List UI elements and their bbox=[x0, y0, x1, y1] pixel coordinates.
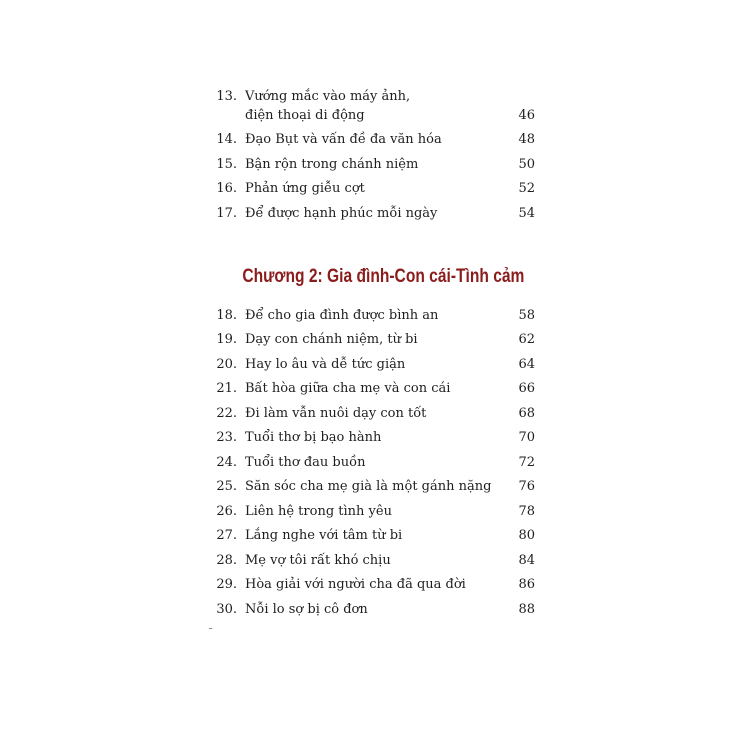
entry-number: 24. bbox=[216, 454, 237, 470]
entry-title: Liên hệ trong tình yêu bbox=[245, 503, 392, 519]
entry-title: Nỗi lo sợ bị cô đơn bbox=[245, 601, 368, 617]
entry-page: 58 bbox=[518, 307, 535, 323]
entry-number: 22. bbox=[216, 405, 237, 421]
toc-entry bbox=[200, 327, 540, 352]
toc-entry bbox=[200, 127, 540, 152]
toc-entry bbox=[200, 176, 540, 201]
entry-number: 30. bbox=[216, 601, 237, 617]
chapter-heading: Chương 2: Gia đình-Con cái-Tình cảm bbox=[242, 266, 525, 287]
entry-page: 84 bbox=[518, 552, 535, 568]
entry-number: 13. bbox=[216, 88, 237, 104]
entry-number: 28. bbox=[216, 552, 237, 568]
print-speck bbox=[209, 628, 212, 629]
entry-page: 80 bbox=[518, 528, 535, 543]
entry-title: Hay lo âu và dễ tức giận bbox=[245, 356, 406, 372]
toc-entry bbox=[200, 376, 540, 401]
toc-entry bbox=[200, 548, 540, 573]
entry-page: 54 bbox=[518, 205, 535, 221]
toc-entry bbox=[200, 201, 540, 226]
entry-number: 25. bbox=[216, 479, 237, 494]
entry-title: Tuổi thơ bị bạo hành bbox=[245, 430, 382, 445]
toc-section-2 bbox=[200, 303, 540, 622]
entry-page: 68 bbox=[518, 405, 535, 421]
toc-entry bbox=[200, 352, 540, 377]
entry-title: Hòa giải với người cha đã qua đời bbox=[245, 577, 466, 592]
entry-title: Bận rộn trong chánh niệm bbox=[245, 156, 419, 172]
toc-entry bbox=[200, 303, 540, 328]
entry-title: Dạy con chánh niệm, từ bi bbox=[245, 332, 418, 347]
entry-page: 78 bbox=[518, 503, 535, 519]
entry-number: 23. bbox=[216, 430, 237, 445]
entry-title: Bất hòa giữa cha mẹ và con cái bbox=[245, 381, 451, 396]
entry-number: 14. bbox=[216, 132, 237, 147]
entry-title-line-2: điện thoại di động bbox=[245, 107, 365, 123]
entry-page: 88 bbox=[518, 601, 535, 617]
entry-title: Mẹ vợ tôi rất khó chịu bbox=[245, 552, 391, 568]
entry-number: 17. bbox=[216, 205, 237, 221]
entry-number: 27. bbox=[216, 528, 237, 543]
toc-entry bbox=[200, 474, 540, 499]
entry-page: 70 bbox=[518, 430, 535, 445]
entry-page: 76 bbox=[518, 479, 535, 494]
toc-entry bbox=[200, 499, 540, 524]
entry-title: Để được hạnh phúc mỗi ngày bbox=[245, 205, 438, 221]
entry-title: Phản ứng giễu cợt bbox=[245, 181, 365, 196]
entry-page: 72 bbox=[518, 454, 535, 470]
entry-number: 15. bbox=[216, 156, 237, 172]
entry-number: 29. bbox=[216, 577, 237, 592]
toc-entry bbox=[200, 87, 540, 128]
entry-page: 64 bbox=[518, 356, 535, 372]
entry-page: 52 bbox=[518, 181, 535, 196]
toc-section-1 bbox=[200, 87, 540, 226]
entry-page: 46 bbox=[518, 107, 535, 123]
entry-page: 50 bbox=[518, 156, 535, 172]
entry-title: Săn sóc cha mẹ già là một gánh nặng bbox=[245, 479, 492, 494]
entry-title: Để cho gia đình được bình an bbox=[245, 307, 439, 323]
entry-number: 21. bbox=[216, 381, 237, 396]
entry-title: Đạo Bụt và vấn đề đa văn hóa bbox=[245, 132, 442, 147]
entry-number: 20. bbox=[216, 356, 237, 372]
entry-page: 66 bbox=[518, 381, 535, 396]
entry-page: 86 bbox=[518, 577, 535, 592]
toc-entry bbox=[200, 425, 540, 450]
entry-number: 26. bbox=[216, 503, 237, 519]
entry-title: Đi làm vẫn nuôi dạy con tốt bbox=[245, 405, 427, 421]
entry-title-line-1: Vướng mắc vào máy ảnh, bbox=[245, 88, 411, 104]
entry-number: 18. bbox=[216, 307, 237, 323]
entry-title bbox=[245, 87, 495, 125]
toc-entry bbox=[200, 152, 540, 177]
entry-title: Tuổi thơ đau buồn bbox=[245, 454, 366, 470]
entry-number: 19. bbox=[216, 332, 237, 347]
entry-page: 62 bbox=[518, 332, 535, 347]
toc-entry bbox=[200, 401, 540, 426]
entry-page: 48 bbox=[518, 132, 535, 147]
toc-entry bbox=[200, 523, 540, 548]
entry-title: Lắng nghe với tâm từ bi bbox=[245, 528, 403, 543]
toc-entry bbox=[200, 450, 540, 475]
toc-entry bbox=[200, 597, 540, 622]
toc-entry bbox=[200, 572, 540, 597]
entry-number: 16. bbox=[216, 181, 237, 196]
